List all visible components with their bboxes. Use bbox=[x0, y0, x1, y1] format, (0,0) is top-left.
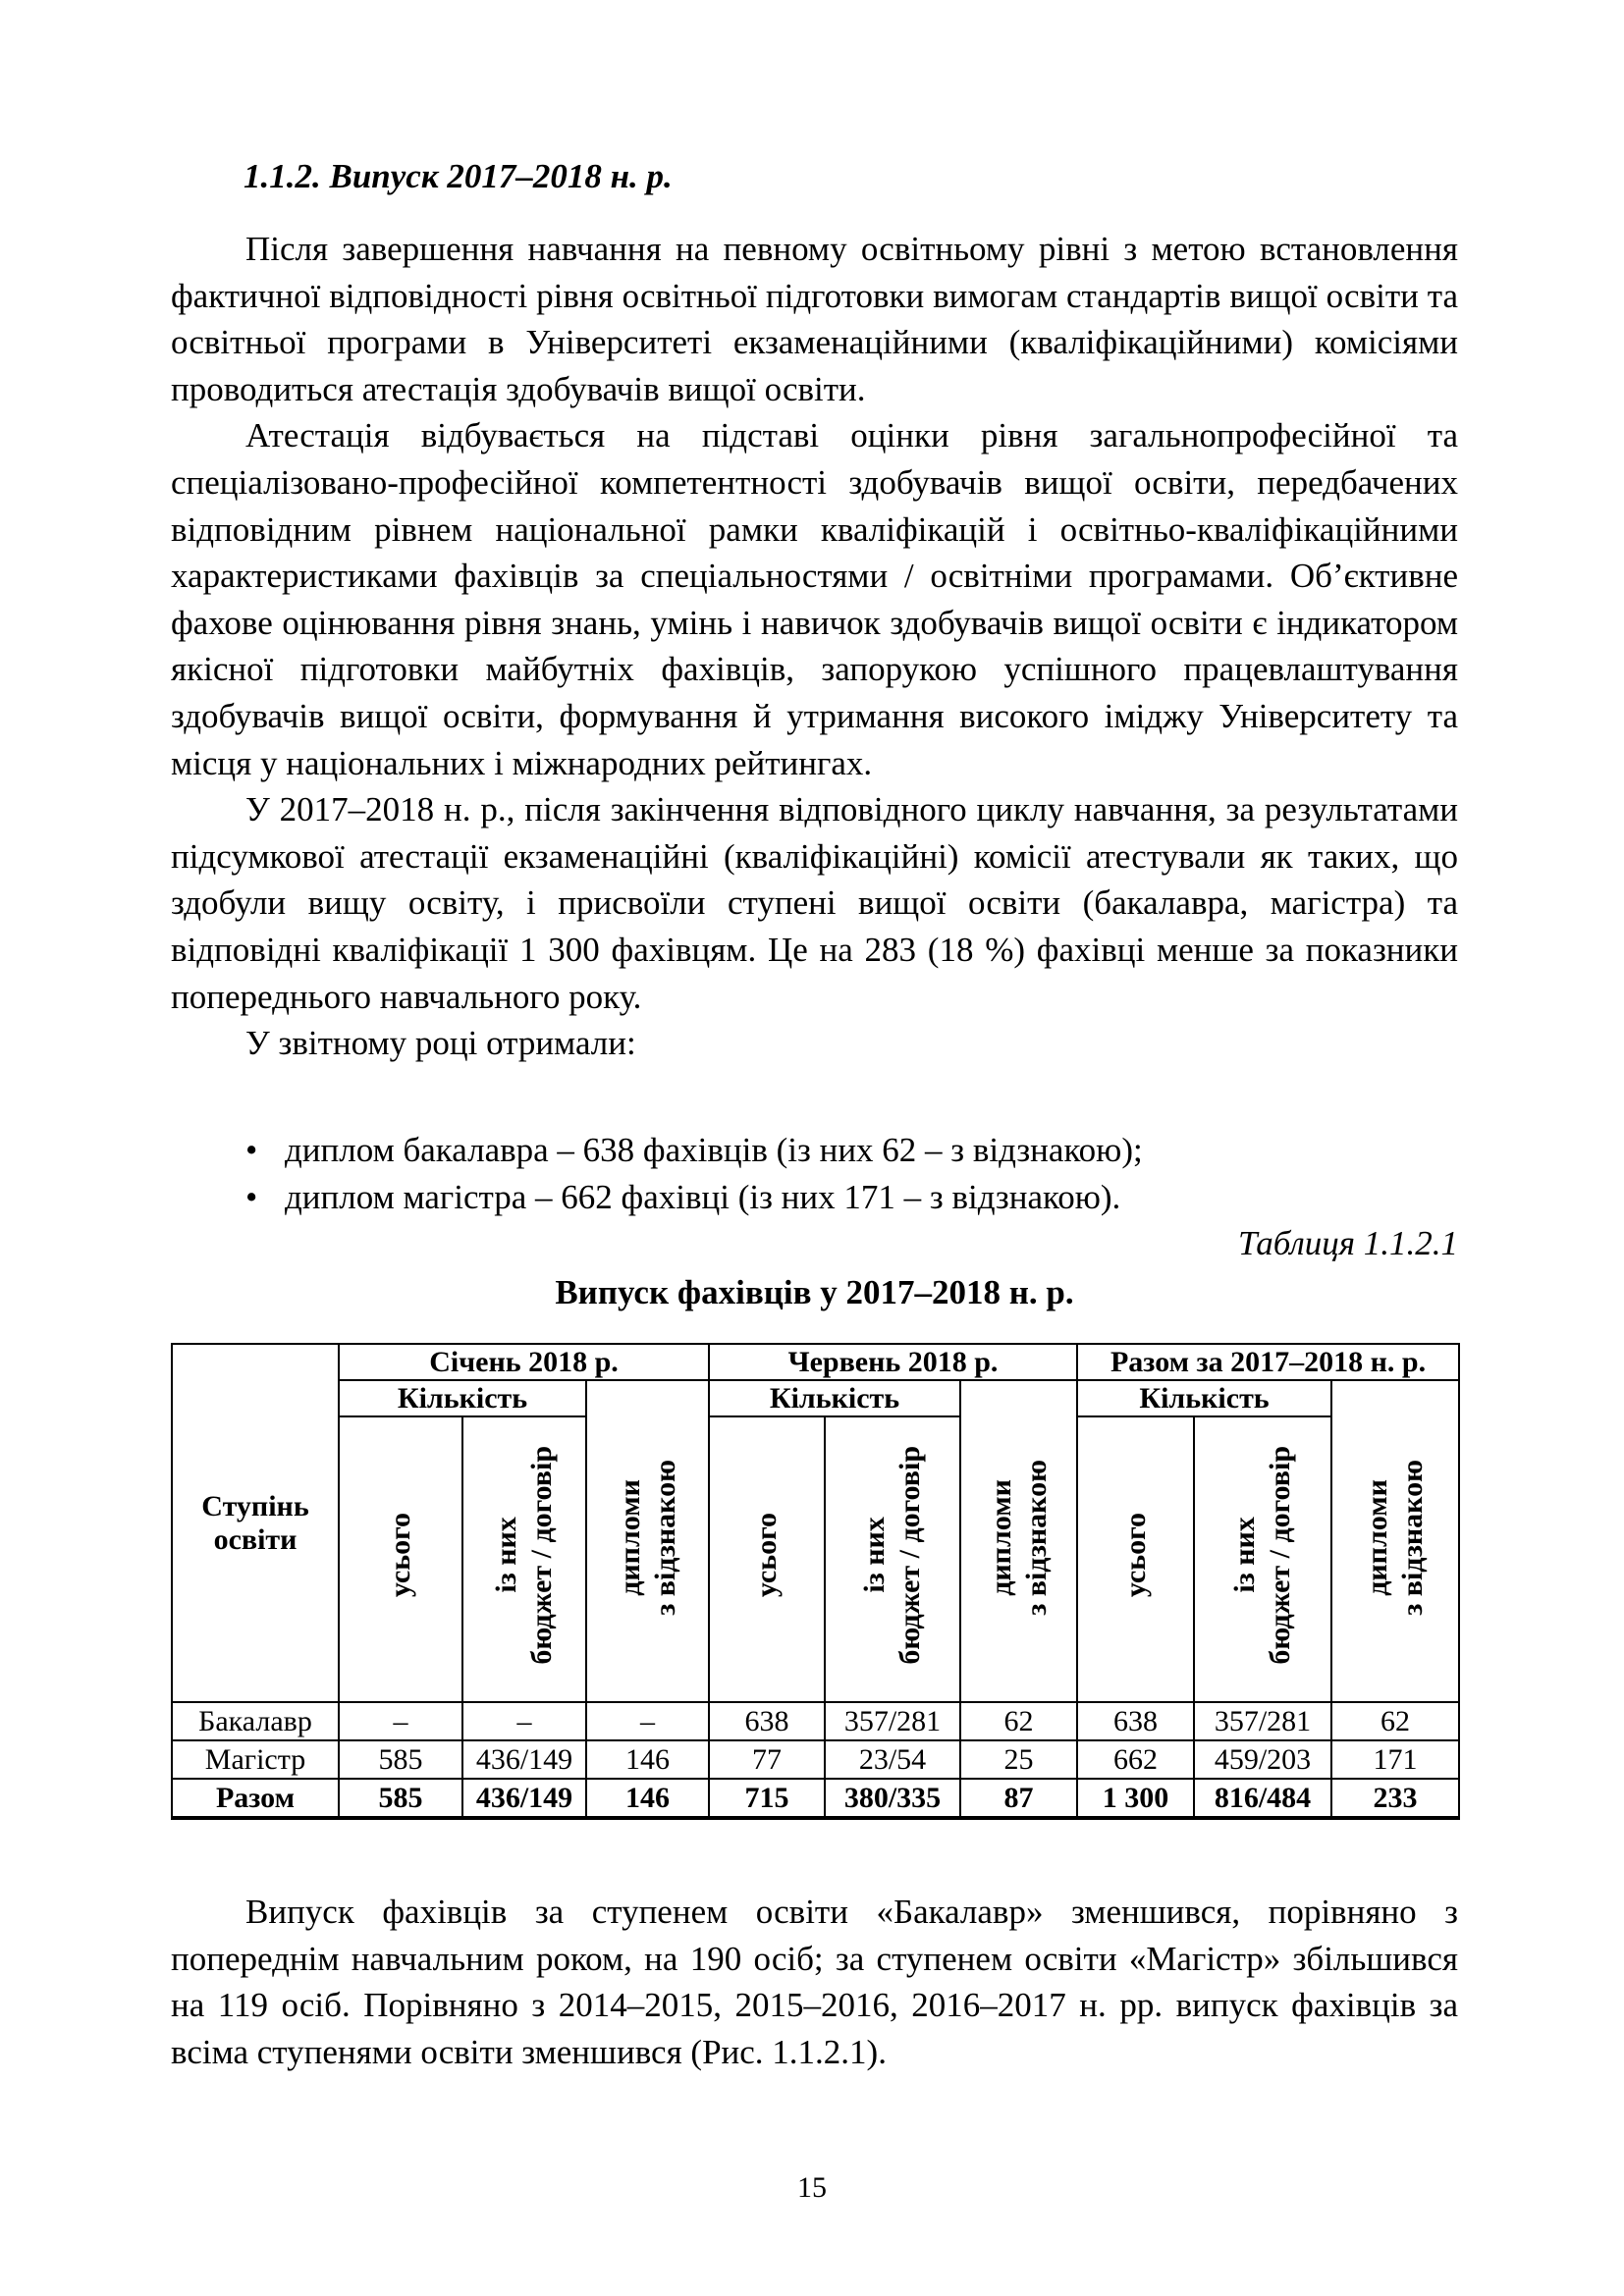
section-title: 1.1.2. Випуск 2017–2018 н. р. bbox=[244, 157, 673, 195]
header-line: бюджет / договір bbox=[1264, 1446, 1297, 1665]
diplomas-header bbox=[586, 1380, 709, 1702]
table-cell: 77 bbox=[709, 1740, 825, 1779]
table-cell: 1 300 bbox=[1077, 1779, 1194, 1818]
graduates-table bbox=[171, 1343, 1460, 1820]
diploma-list bbox=[171, 1127, 1458, 1220]
header-line: усього bbox=[384, 1513, 416, 1598]
table-cell: 146 bbox=[586, 1740, 709, 1779]
intro-text bbox=[171, 226, 1458, 1067]
table-cell: 62 bbox=[1331, 1702, 1459, 1740]
list-item bbox=[171, 1174, 1458, 1221]
group-header: Червень 2018 р. bbox=[709, 1344, 1077, 1380]
closing-text bbox=[171, 1889, 1458, 2075]
table-cell: 436/149 bbox=[462, 1740, 586, 1779]
table-cell: – bbox=[462, 1702, 586, 1740]
header-line: з відзнакою bbox=[648, 1459, 681, 1616]
list-item-text: диплом магістра – 662 фахівці (із них 171 – з відзнакою). bbox=[285, 1177, 1121, 1216]
quantity-header: Кількість bbox=[339, 1380, 586, 1416]
header-line: усього bbox=[1118, 1513, 1152, 1598]
table-cell: 638 bbox=[1077, 1702, 1194, 1740]
table-cell: 357/281 bbox=[825, 1702, 960, 1740]
budget-header bbox=[1194, 1416, 1331, 1702]
budget-header bbox=[462, 1416, 586, 1702]
header-line: бюджет / договір bbox=[893, 1446, 926, 1665]
budget-header bbox=[825, 1416, 960, 1702]
table-cell: 380/335 bbox=[825, 1779, 960, 1818]
group-header: Січень 2018 р. bbox=[339, 1344, 709, 1380]
table-cell: 357/281 bbox=[1194, 1702, 1331, 1740]
table-cell: 585 bbox=[339, 1779, 462, 1818]
quantity-header: Кількість bbox=[1077, 1380, 1331, 1416]
bullet-icon: • bbox=[245, 1177, 258, 1216]
row-label: Разом bbox=[172, 1779, 339, 1818]
list-item-text: диплом бакалавра – 638 фахівців (із них 62 – з відзнакою); bbox=[285, 1131, 1143, 1169]
table-row bbox=[172, 1702, 1459, 1740]
table-cell: 715 bbox=[709, 1779, 825, 1818]
table-cell: 25 bbox=[960, 1740, 1077, 1779]
table-cell: 459/203 bbox=[1194, 1740, 1331, 1779]
header-line: із них bbox=[858, 1517, 891, 1594]
table-cell: – bbox=[339, 1702, 462, 1740]
table-row-total bbox=[172, 1779, 1459, 1818]
total-header bbox=[709, 1416, 825, 1702]
page-number: 15 bbox=[797, 2171, 827, 2204]
table-cell: 87 bbox=[960, 1779, 1077, 1818]
list-item bbox=[171, 1127, 1458, 1174]
row-header-cell bbox=[172, 1344, 339, 1702]
row-label: Магістр bbox=[172, 1740, 339, 1779]
table-cell: 436/149 bbox=[462, 1779, 586, 1818]
diplomas-header bbox=[960, 1380, 1077, 1702]
table-cell: 662 bbox=[1077, 1740, 1194, 1779]
table-cell: 23/54 bbox=[825, 1740, 960, 1779]
table-title: Випуск фахівців у 2017–2018 н. р. bbox=[555, 1273, 1074, 1311]
row-header: Ступінь освіти bbox=[201, 1489, 309, 1556]
quantity-header: Кількість bbox=[709, 1380, 960, 1416]
header-line: з відзнакою bbox=[1019, 1459, 1053, 1616]
table-cell: – bbox=[586, 1702, 709, 1740]
row-label: Бакалавр bbox=[172, 1702, 339, 1740]
table-cell: 171 bbox=[1331, 1740, 1459, 1779]
table-number: Таблиця 1.1.2.1 bbox=[1238, 1224, 1458, 1262]
header-line: із них bbox=[490, 1517, 522, 1594]
table-cell: 816/484 bbox=[1194, 1779, 1331, 1818]
table-cell: 638 bbox=[709, 1702, 825, 1740]
header-line: дипломи bbox=[1361, 1478, 1394, 1596]
total-header bbox=[1077, 1416, 1194, 1702]
table-cell: 233 bbox=[1331, 1779, 1459, 1818]
paragraph-4: У звітному році отримали: bbox=[245, 1024, 636, 1063]
paragraph-5: Випуск фахівців за ступенем освіти «Бакалавр» зменшився, порівняно з попереднім навчальним роком, на 190 осіб; за ступенем освіти «Магістр» збільшився на 119 осіб. Порівняно з 2014–2015, 2015–2016, 2016–2017 н. рр. випуск фахівців за всіма ступенями освіти зменшився (Рис. 1.1.2.1). bbox=[171, 1893, 1458, 2071]
header-line: із них bbox=[1228, 1517, 1262, 1594]
header-line: дипломи bbox=[613, 1478, 646, 1596]
total-header bbox=[339, 1416, 462, 1702]
group-header: Разом за 2017–2018 н. р. bbox=[1077, 1344, 1459, 1380]
paragraph-1: Після завершення навчання на певному освітньому рівні з метою встановлення фактичної відповідності рівня освітньої підготовки вимогам стандартів вищої освіти та освітньої програми в Університеті екзаменаційними (кваліфікаційними) комісіями проводиться атестація здобувачів вищої освіти. bbox=[171, 230, 1458, 408]
paragraph-2: Атестація відбувається на підставі оцінки рівня загальнопрофесійної та спеціалізовано-професійної компетентності здобувачів вищої освіти, передбачених відповідним рівнем національної рамки кваліфікацій і освітньо-кваліфікаційними характеристиками фахівців за спеціальностями / освітніми програмами. Об’єктивне фахове оцінювання рівня знань, умінь і навичок здобувачів вищої освіти є індикатором якісної підготовки майбутніх фахівців, запорукою успішного працевлаштування здобувачів вищої освіти, формування й утримання високого іміджу Університету та місця у національних і міжнародних рейтингах. bbox=[171, 416, 1458, 782]
diplomas-header bbox=[1331, 1380, 1459, 1702]
table-cell: 585 bbox=[339, 1740, 462, 1779]
table-row bbox=[172, 1740, 1459, 1779]
header-line: з відзнакою bbox=[1396, 1459, 1430, 1616]
bullet-icon: • bbox=[245, 1131, 258, 1169]
paragraph-3: У 2017–2018 н. р., після закінчення відповідного циклу навчання, за результатами підсумкової атестації екзаменаційні (кваліфікаційні) комісії атестували як таких, що здобули вищу освіту, і присвоїли ступені вищої освіти (бакалавра, магістра) та відповідні кваліфікації 1 300 фахівцям. Це на 283 (18 %) фахівці менше за показники попереднього навчального року. bbox=[171, 790, 1458, 1016]
header-line: бюджет / договір bbox=[525, 1446, 558, 1665]
header-line: усього bbox=[750, 1513, 783, 1598]
header-line: дипломи bbox=[984, 1478, 1017, 1596]
table-cell: 146 bbox=[586, 1779, 709, 1818]
table-cell: 62 bbox=[960, 1702, 1077, 1740]
